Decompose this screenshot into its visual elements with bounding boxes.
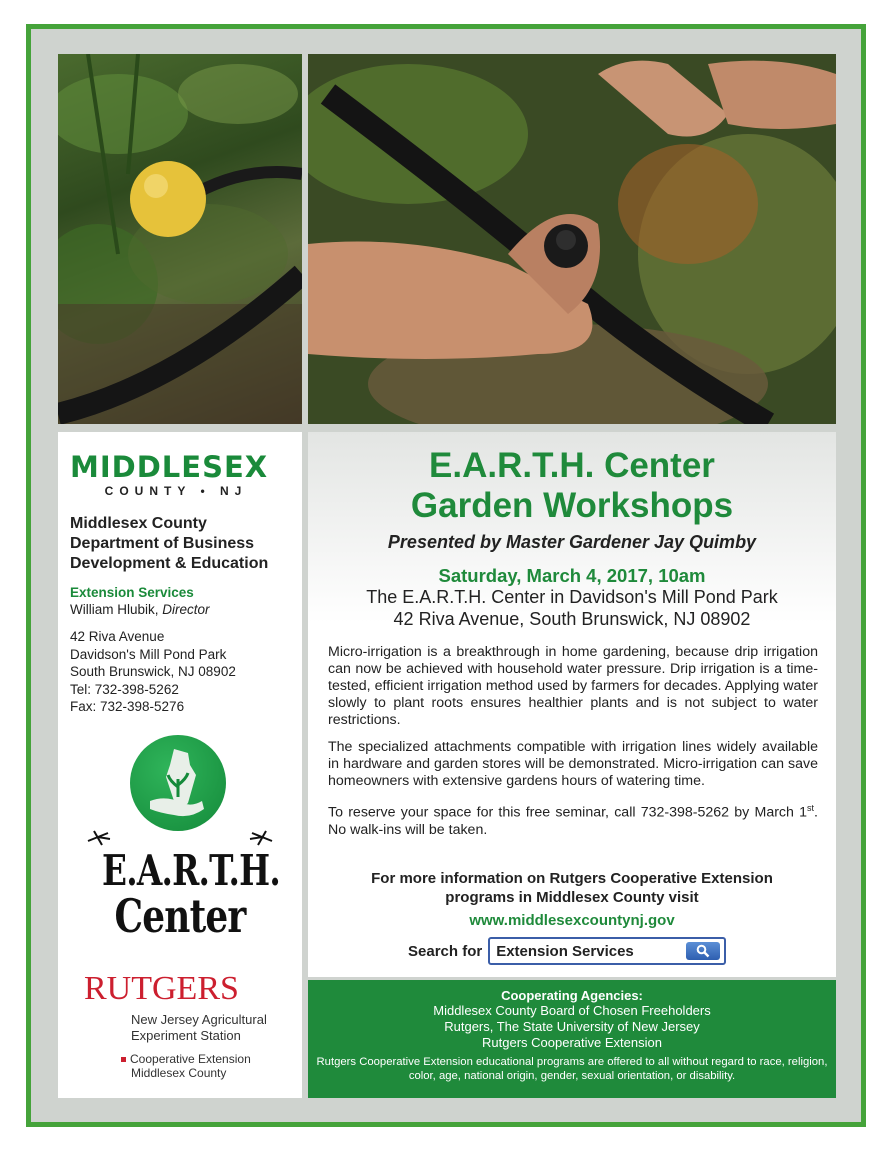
dept-line: Department of Business <box>70 535 255 552</box>
website-link[interactable]: www.middlesexcountynj.gov <box>469 912 675 929</box>
more-info <box>308 869 836 907</box>
address-line: 42 Riva Avenue <box>70 629 165 644</box>
department-name <box>70 514 296 574</box>
red-square-icon <box>121 1057 126 1062</box>
search-icon <box>696 944 710 958</box>
fax-line: Fax: 732-398-5276 <box>70 699 185 714</box>
event-title <box>308 446 836 526</box>
middlesex-logo-sub: COUNTY • NJ <box>104 484 248 498</box>
director-title: Director <box>162 602 210 617</box>
left-info-panel <box>58 432 302 1098</box>
venue-line: 42 Riva Avenue, South Brunswick, NJ 08902 <box>393 609 751 629</box>
phone-line: Tel: 732-398-5262 <box>70 681 179 697</box>
reserve-paragraph <box>328 800 818 839</box>
more-info-line: programs in Middlesex County visit <box>445 889 699 906</box>
event-venue <box>308 586 836 630</box>
director-name: William Hlubik, <box>70 602 159 617</box>
title-line: E.A.R.T.H. Center <box>429 446 715 485</box>
director-line <box>70 602 210 617</box>
reserve-text-end: . No walk-ins will be taken. <box>328 804 818 838</box>
search-button[interactable] <box>686 942 720 960</box>
reserve-text: To reserve your space for this free seminar, call 732-398-5262 by March 1 <box>328 804 808 821</box>
earth-center-logo <box>80 827 280 943</box>
tomato-photo <box>58 54 302 424</box>
rutgers-name: RUTGERS <box>84 970 239 1007</box>
footer-line: Rutgers Cooperative Extension <box>482 1035 662 1050</box>
footer-title: Cooperating Agencies: <box>501 988 643 1003</box>
rutgers-coop <box>131 1052 294 1080</box>
earth-logo-line1: E.A.R.T.H. <box>102 846 280 895</box>
middlesex-logo <box>70 452 282 498</box>
rutgers-subtitle <box>131 1012 294 1044</box>
nj-state-hand-icon <box>130 735 226 831</box>
earth-logo-line2: Center <box>114 889 246 943</box>
more-info-line: For more information on Rutgers Cooperative Extension <box>371 870 773 887</box>
rutgers-coop-line: Middlesex County <box>131 1066 227 1080</box>
middlesex-logo-name: MIDDLESEX <box>70 450 269 484</box>
footer-disclaimer: Rutgers Cooperative Extension educational programs are offered to all without regard to race, religion, color, age, national origin, gender, sexual orientation, or disability. <box>316 1056 828 1082</box>
search-input[interactable] <box>488 937 726 965</box>
rutgers-sub-line: Experiment Station <box>131 1028 241 1043</box>
search-label: Search for <box>408 942 483 960</box>
footer-line: Rutgers, The State University of New Jersey <box>444 1019 700 1034</box>
dept-line: Development & Education <box>70 555 269 572</box>
search-row <box>408 936 726 966</box>
address-block <box>70 628 236 716</box>
event-date: Saturday, March 4, 2017, 10am <box>438 565 706 586</box>
address-line: Davidson's Mill Pond Park <box>70 646 227 662</box>
rutgers-logo <box>84 972 294 1080</box>
title-line: Garden Workshops <box>410 486 734 525</box>
extension-label: Extension Services <box>70 585 194 600</box>
main-content-panel <box>308 432 836 977</box>
dept-line: Middlesex County <box>70 515 207 532</box>
irrigation-hands-photo <box>308 54 836 424</box>
presenter-line: Presented by Master Gardener Jay Quimby <box>387 532 757 552</box>
description <box>328 644 818 849</box>
description-paragraph: The specialized attachments compatible with irrigation lines widely available in hardware and garden stores will be demonstrated. Micro-irrigation can save homeowners with extensive gardens hours of watering time. <box>328 739 818 789</box>
address-line: South Brunswick, NJ 08902 <box>70 664 236 679</box>
rutgers-sub-line: New Jersey Agricultural <box>131 1012 267 1027</box>
search-value: Extension Services <box>496 942 634 960</box>
cooperating-agencies-footer <box>308 980 836 1098</box>
venue-line: The E.A.R.T.H. Center in Davidson's Mill Pond Park <box>366 587 778 607</box>
footer-line: Middlesex County Board of Chosen Freeholders <box>433 1003 711 1018</box>
reserve-sup: st <box>807 803 815 813</box>
rutgers-coop-line: Cooperative Extension <box>130 1052 251 1066</box>
description-paragraph: Micro-irrigation is a breakthrough in home gardening, because drip irrigation can now be achieved with household water pressure. Drip irrigation is a time-tested, efficient irrigation method used by farmers for decades. Applying water slowly to plant roots ensures healthier plants and is not subject to water restrictions. <box>328 644 818 728</box>
